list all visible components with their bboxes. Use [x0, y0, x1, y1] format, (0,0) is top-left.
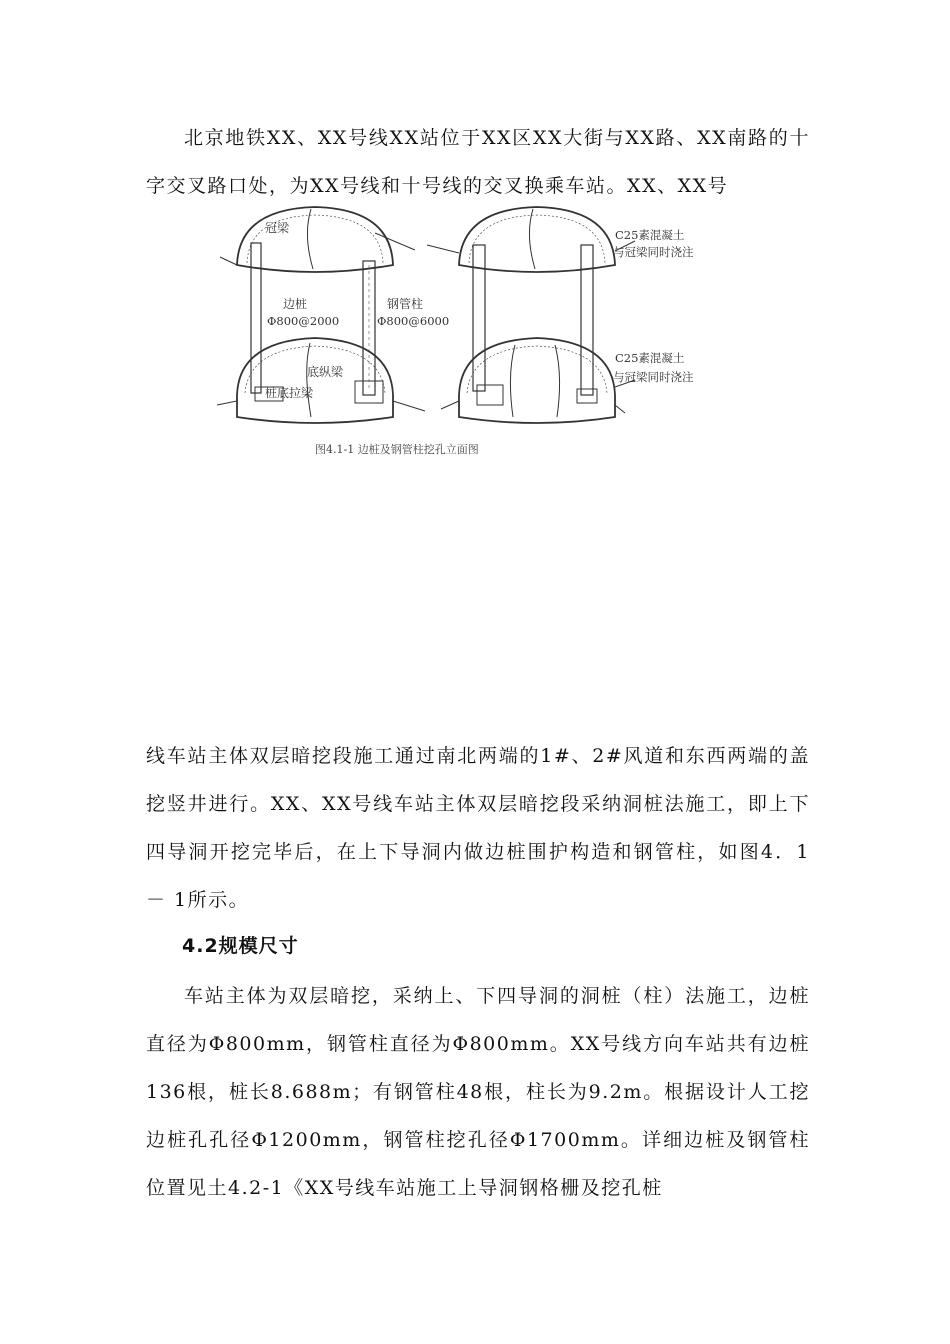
label-steel-column-spec: Φ800@6000 — [377, 314, 450, 328]
dimensions-paragraph: 车站主体为双层暗挖，采纳上、下四导洞的洞桩（柱）法施工，边桩直径为Φ800mm，钢管柱直径为Φ800mm。XX号线方向车站共有边桩136根，桩长8.688m；有钢管柱48根，柱长为9.2m。根据设计人工挖边桩孔孔径Φ1200mm，钢管柱挖孔径Φ1700mm。详细边桩及钢管柱位置见土4.2-1《XX号线车站施工上导洞钢格栅及挖孔桩 — [146, 985, 810, 1199]
label-c25-top-2: 与冠梁同时浇注 — [613, 245, 694, 259]
right-lower-drift — [459, 338, 615, 423]
label-side-pile: 边桩 — [283, 297, 308, 311]
label-guanliang: 冠梁 — [265, 221, 290, 235]
section-heading: 4.2规模尺寸 — [182, 935, 299, 957]
label-c25-bottom-1: C25素混凝土 — [615, 351, 685, 365]
right-steel-column — [581, 245, 593, 395]
left-upper-drift — [237, 207, 393, 272]
construction-paragraph: 线车站主体双层暗挖段施工通过南北两端的1#、2#风道和东西两端的盖挖竖井进行。XX、XX号线车站主体双层暗挖段采纳洞桩法施工，即上下四导洞开挖完毕后，在上下导洞内做边桩围护构造和钢管柱，如图4．1 － 1所示。 — [146, 745, 810, 911]
left-side-pile — [251, 243, 261, 393]
label-c25-bottom-2: 与冠梁同时浇注 — [613, 370, 694, 384]
label-side-pile-spec: Φ800@2000 — [267, 314, 340, 328]
figure-caption: 图4.1-1 边桩及钢管柱挖孔立面图 — [315, 443, 479, 456]
pile-elevation-figure — [215, 205, 735, 455]
label-steel-column: 钢管柱 — [387, 297, 424, 311]
label-c25-top-1: C25素混凝土 — [615, 228, 685, 242]
intro-paragraph: 北京地铁XX、XX号线XX站位于XX区XX大街与XX路、XX南路的十字交叉路口处，为XX号线和十号线的交叉换乘车站。XX、XX号 — [146, 127, 810, 197]
label-bottom-beam: 底纵梁 — [307, 365, 344, 379]
label-pile-tie-beam: 桩底拉梁 — [265, 386, 314, 400]
right-upper-drift — [459, 207, 615, 272]
